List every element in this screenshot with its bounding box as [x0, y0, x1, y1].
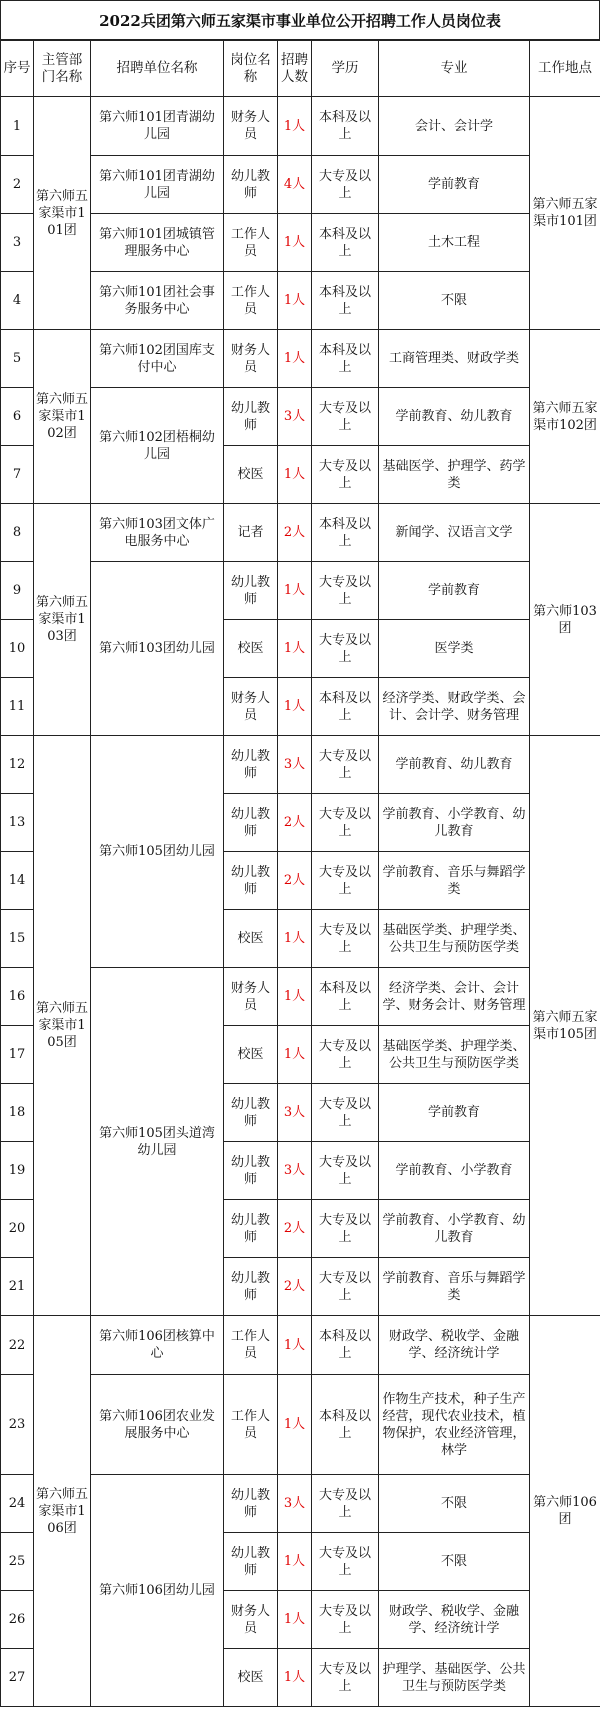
cell-count: 1人	[278, 968, 312, 1026]
cell-count: 2人	[278, 504, 312, 562]
cell-count: 1人	[278, 214, 312, 272]
positions-table	[0, 40, 600, 1707]
cell-unit: 第六师106团核算中心	[91, 1316, 224, 1375]
cell-seq: 9	[1, 562, 34, 620]
cell-unit: 第六师106团幼儿园	[91, 1475, 224, 1707]
cell-post: 财务人员	[224, 968, 278, 1026]
cell-major: 财政学、税收学、金融学、经济统计学	[379, 1591, 530, 1649]
cell-post: 幼儿教师	[224, 794, 278, 852]
cell-seq: 17	[1, 1026, 34, 1084]
cell-edu: 大专及以上	[312, 736, 379, 794]
cell-unit: 第六师103团文体广电服务中心	[91, 504, 224, 562]
cell-count: 3人	[278, 388, 312, 446]
cell-count: 4人	[278, 156, 312, 214]
cell-seq: 25	[1, 1533, 34, 1591]
header-unit: 招聘单位名称	[91, 41, 224, 97]
header-edu: 学历	[312, 41, 379, 97]
cell-edu: 大专及以上	[312, 156, 379, 214]
cell-dept: 第六师五家渠市101团	[34, 97, 91, 330]
cell-seq: 20	[1, 1200, 34, 1258]
cell-post: 幼儿教师	[224, 1142, 278, 1200]
cell-edu: 大专及以上	[312, 388, 379, 446]
cell-edu: 本科及以上	[312, 678, 379, 736]
cell-count: 1人	[278, 678, 312, 736]
table-row	[1, 736, 600, 794]
table-row	[1, 562, 600, 620]
cell-edu: 大专及以上	[312, 446, 379, 504]
cell-dept: 第六师五家渠市105团	[34, 736, 91, 1316]
cell-post: 工作人员	[224, 1316, 278, 1375]
cell-count: 2人	[278, 852, 312, 910]
cell-edu: 大专及以上	[312, 562, 379, 620]
cell-major: 学前教育	[379, 156, 530, 214]
table-row	[1, 1316, 600, 1375]
cell-post: 幼儿教师	[224, 388, 278, 446]
cell-seq: 16	[1, 968, 34, 1026]
cell-major: 不限	[379, 1533, 530, 1591]
cell-edu: 本科及以上	[312, 968, 379, 1026]
cell-seq: 14	[1, 852, 34, 910]
cell-edu: 本科及以上	[312, 1375, 379, 1475]
cell-seq: 10	[1, 620, 34, 678]
cell-count: 2人	[278, 1258, 312, 1316]
cell-edu: 大专及以上	[312, 1258, 379, 1316]
cell-post: 幼儿教师	[224, 1084, 278, 1142]
cell-count: 1人	[278, 562, 312, 620]
cell-unit: 第六师101团青湖幼儿园	[91, 156, 224, 214]
cell-unit: 第六师103团幼儿园	[91, 562, 224, 736]
cell-loc: 第六师五家渠市102团	[530, 330, 600, 504]
cell-edu: 本科及以上	[312, 97, 379, 156]
cell-seq: 23	[1, 1375, 34, 1475]
cell-count: 1人	[278, 1649, 312, 1707]
cell-count: 1人	[278, 272, 312, 330]
header-row	[1, 41, 600, 97]
cell-post: 幼儿教师	[224, 736, 278, 794]
cell-major: 学前教育、幼儿教育	[379, 388, 530, 446]
cell-seq: 5	[1, 330, 34, 388]
cell-edu: 大专及以上	[312, 1026, 379, 1084]
table-row	[1, 156, 600, 214]
cell-edu: 大专及以上	[312, 1142, 379, 1200]
cell-major: 护理学、基础医学、公共卫生与预防医学类	[379, 1649, 530, 1707]
cell-seq: 8	[1, 504, 34, 562]
cell-count: 1人	[278, 446, 312, 504]
cell-edu: 大专及以上	[312, 1200, 379, 1258]
header-major: 专业	[379, 41, 530, 97]
cell-major: 不限	[379, 1475, 530, 1533]
cell-count: 3人	[278, 1475, 312, 1533]
cell-count: 1人	[278, 1533, 312, 1591]
cell-post: 校医	[224, 1026, 278, 1084]
cell-seq: 1	[1, 97, 34, 156]
cell-seq: 11	[1, 678, 34, 736]
cell-post: 财务人员	[224, 97, 278, 156]
cell-major: 学前教育、小学教育	[379, 1142, 530, 1200]
cell-unit: 第六师101团青湖幼儿园	[91, 97, 224, 156]
cell-count: 1人	[278, 1591, 312, 1649]
cell-seq: 15	[1, 910, 34, 968]
cell-post: 幼儿教师	[224, 562, 278, 620]
cell-post: 幼儿教师	[224, 1475, 278, 1533]
cell-edu: 本科及以上	[312, 214, 379, 272]
header-post: 岗位名称	[224, 41, 278, 97]
cell-post: 幼儿教师	[224, 156, 278, 214]
cell-major: 基础医学、护理学、药学类	[379, 446, 530, 504]
cell-edu: 大专及以上	[312, 1649, 379, 1707]
cell-post: 工作人员	[224, 214, 278, 272]
cell-edu: 本科及以上	[312, 272, 379, 330]
cell-seq: 12	[1, 736, 34, 794]
cell-post: 幼儿教师	[224, 852, 278, 910]
cell-unit: 第六师102团梧桐幼儿园	[91, 388, 224, 504]
cell-unit: 第六师101团城镇管理服务中心	[91, 214, 224, 272]
cell-edu: 本科及以上	[312, 330, 379, 388]
cell-dept: 第六师五家渠市102团	[34, 330, 91, 504]
cell-count: 1人	[278, 1375, 312, 1475]
cell-count: 3人	[278, 1084, 312, 1142]
cell-major: 土木工程	[379, 214, 530, 272]
cell-post: 校医	[224, 910, 278, 968]
header-seq: 序号	[1, 41, 34, 97]
cell-major: 学前教育、音乐与舞蹈学类	[379, 1258, 530, 1316]
cell-unit: 第六师105团幼儿园	[91, 736, 224, 968]
table-row	[1, 1375, 600, 1475]
cell-major: 不限	[379, 272, 530, 330]
cell-major: 基础医学类、护理学类、公共卫生与预防医学类	[379, 1026, 530, 1084]
cell-post: 财务人员	[224, 330, 278, 388]
cell-loc: 第六师五家渠市105团	[530, 736, 600, 1316]
cell-major: 工商管理类、财政学类	[379, 330, 530, 388]
cell-major: 学前教育、小学教育、幼儿教育	[379, 794, 530, 852]
cell-major: 经济学类、会计、会计学、财务会计、财务管理	[379, 968, 530, 1026]
cell-count: 2人	[278, 794, 312, 852]
cell-unit: 第六师106团农业发展服务中心	[91, 1375, 224, 1475]
cell-count: 3人	[278, 736, 312, 794]
cell-count: 1人	[278, 620, 312, 678]
cell-post: 财务人员	[224, 1591, 278, 1649]
cell-seq: 19	[1, 1142, 34, 1200]
cell-post: 校医	[224, 1649, 278, 1707]
cell-major: 基础医学类、护理学类、公共卫生与预防医学类	[379, 910, 530, 968]
cell-post: 幼儿教师	[224, 1200, 278, 1258]
cell-edu: 大专及以上	[312, 910, 379, 968]
cell-edu: 大专及以上	[312, 1475, 379, 1533]
cell-major: 学前教育、小学教育、幼儿教育	[379, 1200, 530, 1258]
cell-post: 校医	[224, 620, 278, 678]
table-row	[1, 388, 600, 446]
cell-edu: 本科及以上	[312, 504, 379, 562]
cell-post: 工作人员	[224, 1375, 278, 1475]
table-row	[1, 97, 600, 156]
cell-count: 1人	[278, 1316, 312, 1375]
cell-seq: 2	[1, 156, 34, 214]
cell-seq: 21	[1, 1258, 34, 1316]
cell-edu: 大专及以上	[312, 1533, 379, 1591]
cell-edu: 大专及以上	[312, 1084, 379, 1142]
table-title: 2022兵团第六师五家渠市事业单位公开招聘工作人员岗位表	[0, 0, 600, 40]
cell-major: 新闻学、汉语言文学	[379, 504, 530, 562]
cell-count: 1人	[278, 1026, 312, 1084]
cell-loc: 第六师103团	[530, 504, 600, 736]
cell-seq: 13	[1, 794, 34, 852]
cell-seq: 3	[1, 214, 34, 272]
cell-edu: 大专及以上	[312, 852, 379, 910]
cell-count: 2人	[278, 1200, 312, 1258]
cell-post: 工作人员	[224, 272, 278, 330]
table-row	[1, 330, 600, 388]
cell-major: 会计、会计学	[379, 97, 530, 156]
table-row	[1, 1475, 600, 1533]
cell-loc: 第六师106团	[530, 1316, 600, 1707]
table-row	[1, 214, 600, 272]
table-row	[1, 272, 600, 330]
cell-post: 幼儿教师	[224, 1258, 278, 1316]
cell-dept: 第六师五家渠市106团	[34, 1316, 91, 1707]
cell-major: 学前教育	[379, 562, 530, 620]
cell-count: 1人	[278, 910, 312, 968]
cell-major: 作物生产技术，种子生产经营，现代农业技术，植物保护，农业经济管理，林学	[379, 1375, 530, 1475]
header-dept: 主管部门名称	[34, 41, 91, 97]
cell-edu: 大专及以上	[312, 794, 379, 852]
cell-seq: 24	[1, 1475, 34, 1533]
cell-major: 学前教育、音乐与舞蹈学类	[379, 852, 530, 910]
cell-seq: 4	[1, 272, 34, 330]
cell-edu: 大专及以上	[312, 620, 379, 678]
cell-post: 幼儿教师	[224, 1533, 278, 1591]
table-row	[1, 504, 600, 562]
cell-count: 1人	[278, 97, 312, 156]
cell-unit: 第六师102团国库支付中心	[91, 330, 224, 388]
cell-loc: 第六师五家渠市101团	[530, 97, 600, 330]
cell-seq: 26	[1, 1591, 34, 1649]
cell-edu: 大专及以上	[312, 1591, 379, 1649]
cell-major: 经济学类、财政学类、会计、会计学、财务管理	[379, 678, 530, 736]
cell-major: 学前教育、幼儿教育	[379, 736, 530, 794]
cell-unit: 第六师101团社会事务服务中心	[91, 272, 224, 330]
cell-post: 校医	[224, 446, 278, 504]
cell-seq: 7	[1, 446, 34, 504]
cell-seq: 22	[1, 1316, 34, 1375]
cell-seq: 18	[1, 1084, 34, 1142]
cell-post: 记者	[224, 504, 278, 562]
cell-unit: 第六师105团头道湾幼儿园	[91, 968, 224, 1316]
cell-edu: 本科及以上	[312, 1316, 379, 1375]
cell-major: 学前教育	[379, 1084, 530, 1142]
header-loc: 工作地点	[530, 41, 600, 97]
table-row	[1, 968, 600, 1026]
cell-post: 财务人员	[224, 678, 278, 736]
cell-major: 医学类	[379, 620, 530, 678]
cell-count: 1人	[278, 330, 312, 388]
cell-dept: 第六师五家渠市103团	[34, 504, 91, 736]
cell-seq: 27	[1, 1649, 34, 1707]
cell-major: 财政学、税收学、金融学、经济统计学	[379, 1316, 530, 1375]
cell-seq: 6	[1, 388, 34, 446]
cell-count: 3人	[278, 1142, 312, 1200]
header-count: 招聘人数	[278, 41, 312, 97]
